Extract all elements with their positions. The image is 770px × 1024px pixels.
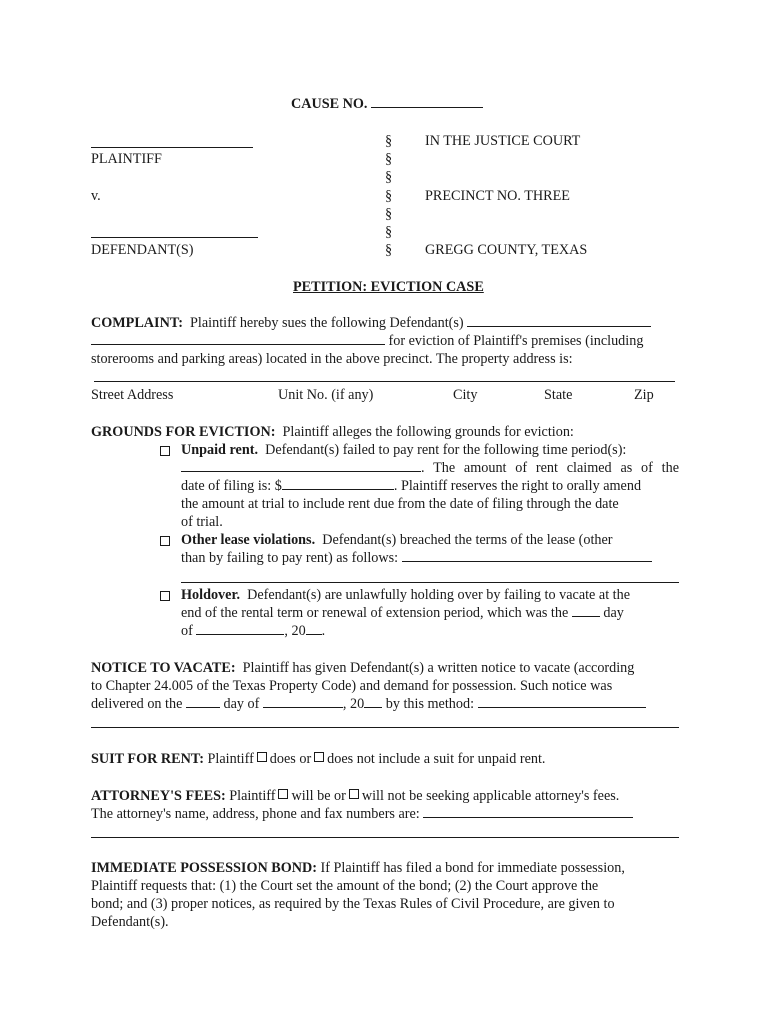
state-label: State — [544, 387, 573, 403]
holdover-line-2 — [181, 604, 624, 622]
complaint-text-1: Plaintiff hereby sues the following Defendant(s) — [190, 315, 464, 331]
unpaid-text-3a: date of filing is: $ — [181, 478, 282, 494]
unpaid-line-2 — [181, 459, 679, 477]
cause-number-label — [291, 95, 483, 113]
holdover-text-3a: of — [181, 623, 193, 639]
other-text-1: Defendant(s) breached the terms of the lease (other — [322, 532, 613, 548]
fees-text-c: will not be seeking applicable attorney's fees. — [361, 788, 620, 804]
bond-text-2: Plaintiff requests that: (1) the Court set the amount of the bond; (2) the Court approve the — [91, 878, 599, 894]
city-label: City — [453, 387, 478, 403]
other-violations-checkbox[interactable] — [160, 536, 170, 546]
section-mark: § — [385, 242, 393, 258]
unpaid-rent-checkbox[interactable] — [160, 446, 170, 456]
suit-text-a: Plaintiff — [207, 751, 254, 767]
unit-label: Unit No. (if any) — [278, 387, 374, 403]
section-mark: § — [385, 224, 393, 240]
notice-heading: NOTICE TO VACATE: — [91, 660, 236, 676]
notice-year-field[interactable] — [364, 695, 382, 708]
attorney-info-field-2[interactable] — [91, 837, 679, 838]
notice-text-3d: by this method: — [385, 696, 475, 712]
holdover-month-field[interactable] — [196, 622, 284, 635]
notice-text-3c: , 20 — [342, 696, 365, 712]
holdover-line-3 — [181, 622, 325, 640]
fees-text-2: The attorney's name, address, phone and fax numbers are: — [91, 806, 420, 822]
notice-text-1: Plaintiff has given Defendant(s) a written notice to vacate (according — [242, 660, 635, 676]
bond-line-1 — [91, 859, 625, 877]
versus-label: v. — [91, 188, 101, 204]
unpaid-text-3b: . Plaintiff reserves the right to orally amend — [393, 478, 642, 494]
defendant-label: DEFENDANT(S) — [91, 242, 194, 258]
unpaid-text-5: of trial. — [181, 514, 223, 530]
unpaid-text-4: the amount at trial to include rent due from the date of filing through the date — [181, 496, 619, 512]
bond-text-3: bond; and (3) proper notices, as required by the Texas Rules of Civil Procedure, are given to — [91, 896, 615, 912]
cause-number-field[interactable] — [371, 95, 483, 108]
violations-field-2[interactable] — [181, 582, 679, 583]
notice-line-1 — [91, 659, 634, 677]
zip-label: Zip — [634, 387, 654, 403]
bond-text-1: If Plaintiff has filed a bond for immediate possession, — [320, 860, 625, 876]
holdover-title: Holdover. — [181, 587, 240, 603]
fees-text-a: Plaintiff — [229, 788, 276, 804]
notice-day-field[interactable] — [186, 695, 220, 708]
fees-heading: ATTORNEY'S FEES: — [91, 788, 226, 804]
section-mark: § — [385, 188, 393, 204]
suit-for-rent-line — [91, 750, 545, 768]
notice-text-2: to Chapter 24.005 of the Texas Property Code) and demand for possession. Such notice was — [91, 678, 613, 694]
unpaid-line-1 — [181, 441, 626, 459]
complaint-text-3: storerooms and parking areas) located in the above precinct. The property address is: — [91, 351, 573, 367]
notice-month-field[interactable] — [263, 695, 343, 708]
other-violations-title: Other lease violations. — [181, 532, 316, 548]
holdover-text-1: Defendant(s) are unlawfully holding over by failing to vacate at the — [247, 587, 631, 603]
fees-text-b: will be or — [291, 788, 346, 804]
county-label: GREGG COUNTY, TEXAS — [425, 242, 588, 258]
suit-heading: SUIT FOR RENT: — [91, 751, 204, 767]
street-address-label: Street Address — [91, 387, 174, 403]
complaint-text-2: for eviction of Plaintiff's premises (including — [388, 333, 644, 349]
holdover-text-3b: , 20 — [284, 623, 306, 639]
court-label: IN THE JUSTICE COURT — [425, 133, 581, 149]
notice-method-field[interactable] — [478, 695, 646, 708]
section-mark: § — [385, 206, 393, 222]
other-text-2: than by failing to pay rent) as follows: — [181, 550, 399, 566]
fees-will-checkbox[interactable] — [278, 789, 288, 799]
violations-field[interactable] — [402, 549, 652, 562]
bond-text-4: Defendant(s). — [91, 914, 169, 930]
section-mark: § — [385, 133, 393, 149]
fees-line-2 — [91, 805, 633, 823]
suit-text-c: does not include a suit for unpaid rent. — [327, 751, 546, 767]
unpaid-rent-title: Unpaid rent. — [181, 442, 258, 458]
notice-text-3b: day of — [223, 696, 260, 712]
suit-text-b: does or — [269, 751, 312, 767]
section-mark: § — [385, 169, 393, 185]
holdover-checkbox[interactable] — [160, 591, 170, 601]
grounds-intro-text: Plaintiff alleges the following grounds for eviction: — [282, 424, 574, 440]
cause-label-text: CAUSE NO. — [291, 96, 368, 112]
holdover-year-field[interactable] — [306, 622, 322, 635]
attorney-info-field[interactable] — [423, 805, 633, 818]
property-address-line[interactable] — [94, 381, 675, 382]
holdover-text-3c: . — [321, 623, 326, 639]
defendant-names-field-2[interactable] — [91, 332, 385, 345]
suit-does-not-checkbox[interactable] — [314, 752, 324, 762]
holdover-day-field[interactable] — [572, 604, 600, 617]
bond-heading: IMMEDIATE POSSESSION BOND: — [91, 860, 317, 876]
plaintiff-name-line[interactable] — [91, 147, 253, 148]
plaintiff-label: PLAINTIFF — [91, 151, 162, 167]
complaint-line-1 — [91, 314, 651, 332]
suit-does-checkbox[interactable] — [257, 752, 267, 762]
notice-method-field-2[interactable] — [91, 727, 679, 728]
other-line-2 — [181, 549, 652, 567]
unpaid-text-1: Defendant(s) failed to pay rent for the following time period(s): — [265, 442, 627, 458]
complaint-heading: COMPLAINT: — [91, 315, 183, 331]
rent-period-field[interactable] — [181, 459, 421, 472]
fees-will-not-checkbox[interactable] — [349, 789, 359, 799]
unpaid-text-2: . The amount of rent claimed as of the — [421, 460, 679, 476]
notice-text-3a: delivered on the — [91, 696, 183, 712]
rent-amount-field[interactable] — [282, 477, 394, 490]
grounds-heading: GROUNDS FOR EVICTION: — [91, 424, 276, 440]
petition-title: PETITION: EVICTION CASE — [293, 279, 484, 295]
other-line-1 — [181, 531, 613, 549]
defendant-names-field[interactable] — [467, 314, 651, 327]
defendant-name-line[interactable] — [91, 237, 258, 238]
fees-line-1 — [91, 787, 619, 805]
unpaid-line-3 — [181, 477, 641, 495]
grounds-intro — [91, 423, 574, 441]
notice-line-3 — [91, 695, 646, 713]
section-mark: § — [385, 151, 393, 167]
holdover-text-2a: end of the rental term or renewal of extension period, which was the — [181, 605, 569, 621]
holdover-text-2b: day — [603, 605, 624, 621]
precinct-label: PRECINCT NO. THREE — [425, 188, 570, 204]
holdover-line-1 — [181, 586, 630, 604]
complaint-line-2 — [91, 332, 643, 350]
